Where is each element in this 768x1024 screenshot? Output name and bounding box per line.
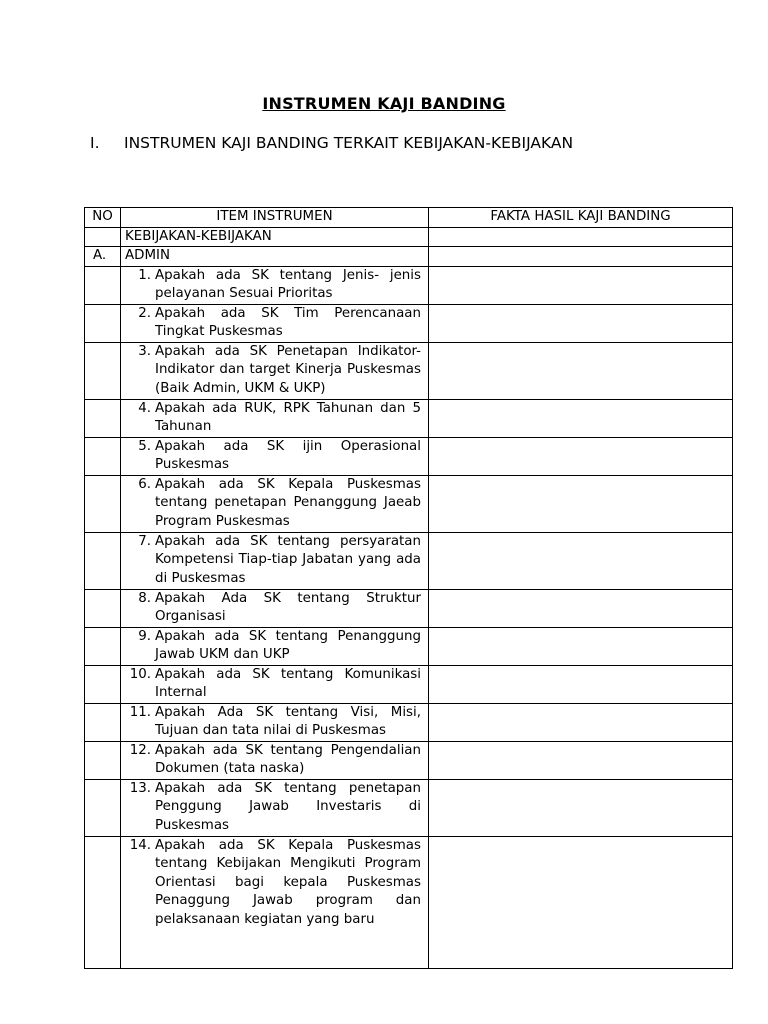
item-text: Apakah ada SK Kepala Puskesmas tentang penetapan Penanggung Jaeab Program Puskesmas: [155, 476, 421, 529]
section-a-no: A.: [85, 247, 121, 267]
section-a-label: ADMIN: [121, 247, 429, 267]
item-text: Apakah Ada SK tentang Struktur Organisasi: [155, 590, 421, 624]
row-fakta-cell: [429, 741, 733, 779]
item-number: 7.: [138, 533, 151, 549]
row-fakta-cell: [429, 665, 733, 703]
section-title: INSTRUMEN KAJI BANDING TERKAIT KEBIJAKAN-KEBIJAKAN: [124, 134, 574, 152]
list-item: [121, 666, 428, 703]
section-a-fakta-cell: [429, 247, 733, 267]
row-fakta-cell: [429, 266, 733, 304]
row-no-cell: [85, 304, 121, 342]
row-no-cell: [85, 627, 121, 665]
item-text: Apakah ada SK Kepala Puskesmas tentang Kebijakan Mengikuti Program Orientasi bagi kepala Puskesmas Penaggung Jawab program dan pelaksanaan kegiatan yang baru: [155, 837, 421, 927]
row-item-cell: [121, 741, 429, 779]
row-fakta-cell: [429, 475, 733, 532]
row-item-cell: [121, 437, 429, 475]
item-number: 3.: [138, 343, 151, 359]
row-no-cell: [85, 399, 121, 437]
item-text: Apakah ada SK tentang penetapan Penggung Jawab Investaris di Puskesmas: [155, 780, 421, 833]
document-title: INSTRUMEN KAJI BANDING: [262, 94, 506, 113]
item-number: 6.: [138, 476, 151, 492]
item-text: Apakah ada SK tentang Penanggung Jawab UKM dan UKP: [155, 628, 421, 662]
list-item: [121, 267, 428, 304]
row-no-cell: [85, 589, 121, 627]
list-item: [121, 400, 428, 437]
row-item-cell: [121, 399, 429, 437]
item-rows: [85, 266, 733, 968]
row-no-cell: [85, 836, 121, 968]
row-fakta-cell: [429, 589, 733, 627]
row-no-cell: [85, 779, 121, 836]
item-number: 10.: [129, 666, 151, 682]
item-text: Apakah ada SK tentang Pengendalian Dokumen (tata naska): [155, 742, 421, 776]
row-no-cell: [85, 741, 121, 779]
table-row: [85, 532, 733, 589]
table-row: [85, 703, 733, 741]
row-no-cell: [85, 665, 121, 703]
category-row: [85, 227, 733, 247]
table-row: [85, 399, 733, 437]
row-item-cell: [121, 665, 429, 703]
table-row: [85, 779, 733, 836]
list-item: [121, 590, 428, 627]
row-fakta-cell: [429, 399, 733, 437]
category-label: KEBIJAKAN-KEBIJAKAN: [121, 227, 429, 247]
item-text: Apakah ada SK tentang persyaratan Kompetensi Tiap-tiap Jabatan yang ada di Puskesmas: [155, 533, 421, 586]
row-item-cell: [121, 589, 429, 627]
list-item: [121, 837, 428, 930]
header-item: ITEM INSTRUMEN: [121, 208, 429, 228]
list-item: [121, 533, 428, 589]
row-item-cell: [121, 304, 429, 342]
row-item-cell: [121, 779, 429, 836]
table-header-row: [85, 208, 733, 228]
table-row: [85, 741, 733, 779]
item-number: 8.: [138, 590, 151, 606]
item-text: Apakah ada SK Tim Perencanaan Tingkat Puskesmas: [155, 305, 421, 339]
table-row: [85, 342, 733, 399]
row-no-cell: [85, 266, 121, 304]
list-item: [121, 628, 428, 665]
row-item-cell: [121, 266, 429, 304]
item-number: 2.: [138, 305, 151, 321]
row-item-cell: [121, 836, 429, 968]
item-number: 4.: [138, 400, 151, 416]
item-text: Apakah ada SK ijin Operasional Puskesmas: [155, 438, 421, 472]
table-row: [85, 836, 733, 968]
row-fakta-cell: [429, 437, 733, 475]
table-row: [85, 589, 733, 627]
item-text: Apakah ada RUK, RPK Tahunan dan 5 Tahunan: [155, 400, 421, 434]
item-number: 14.: [129, 837, 151, 853]
item-number: 1.: [138, 267, 151, 283]
list-item: [121, 343, 428, 399]
header-fakta: FAKTA HASIL KAJI BANDING: [429, 208, 733, 228]
instrument-table: [84, 207, 733, 969]
category-no-cell: [85, 227, 121, 247]
list-item: [121, 476, 428, 532]
item-number: 5.: [138, 438, 151, 454]
row-no-cell: [85, 532, 121, 589]
item-number: 9.: [138, 628, 151, 644]
row-fakta-cell: [429, 627, 733, 665]
row-fakta-cell: [429, 532, 733, 589]
table-row: [85, 665, 733, 703]
item-text: Apakah ada SK Penetapan Indikator-Indikator dan target Kinerja Puskesmas (Baik Admin, UKM & UKP): [155, 343, 421, 396]
list-item: [121, 704, 428, 741]
list-item: [121, 305, 428, 342]
item-text: Apakah Ada SK tentang Visi, Misi, Tujuan dan tata nilai di Puskesmas: [155, 704, 421, 738]
table-row: [85, 437, 733, 475]
row-item-cell: [121, 532, 429, 589]
table-row: [85, 266, 733, 304]
category-fakta-cell: [429, 227, 733, 247]
list-item: [121, 742, 428, 779]
table-row: [85, 627, 733, 665]
item-text: Apakah ada SK tentang Komunikasi Internal: [155, 666, 421, 700]
table-row: [85, 475, 733, 532]
row-fakta-cell: [429, 342, 733, 399]
row-fakta-cell: [429, 304, 733, 342]
row-no-cell: [85, 475, 121, 532]
row-item-cell: [121, 475, 429, 532]
row-fakta-cell: [429, 836, 733, 968]
row-no-cell: [85, 437, 121, 475]
section-heading: [90, 134, 573, 152]
row-no-cell: [85, 342, 121, 399]
section-number: I.: [90, 134, 100, 152]
item-text: Apakah ada SK tentang Jenis- jenis pelayanan Sesuai Prioritas: [155, 267, 421, 301]
list-item: [121, 438, 428, 475]
header-no: NO: [85, 208, 121, 228]
list-item: [121, 780, 428, 836]
row-fakta-cell: [429, 779, 733, 836]
row-no-cell: [85, 703, 121, 741]
row-item-cell: [121, 627, 429, 665]
item-number: 13.: [129, 780, 151, 796]
row-fakta-cell: [429, 703, 733, 741]
item-number: 11.: [129, 704, 151, 720]
row-item-cell: [121, 342, 429, 399]
table-row: [85, 304, 733, 342]
row-item-cell: [121, 703, 429, 741]
item-number: 12.: [129, 742, 151, 758]
section-a-row: [85, 247, 733, 267]
